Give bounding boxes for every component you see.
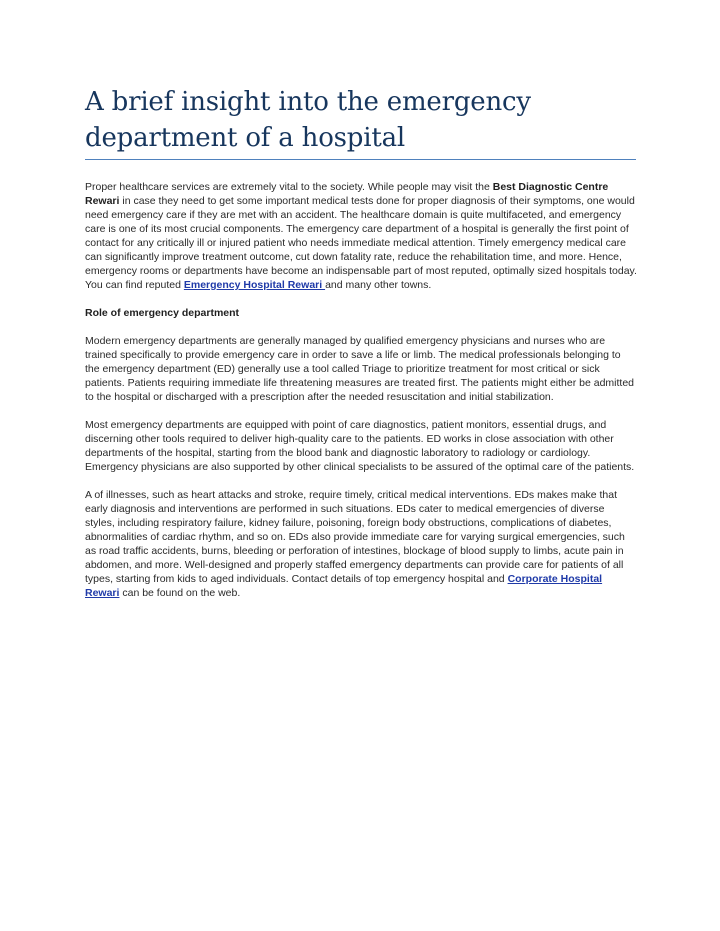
document-body <box>85 180 637 614</box>
illnesses-text-1: A of illnesses, such as heart attacks and stroke, require timely, critical medical interventions. EDs makes make that early diagnosis and interventions are performed in such situations. EDs cater to medical emergencies of diverse styles, including respiratory failure, kidney failure, poisoning, foreign body obstructions, complications of diabetes, abnormalities of cardiac rhythm, and so on. EDs also provide immediate care for varying surgical emergencies, such as road traffic accidents, burns, bleeding or perforation of intestines, blockage of blood supply to limbs, acute pain in abdomen, and more. Well-designed and properly staffed emergency departments can provide care for patients of all types, starting from kids to aged individuals. Contact details of top emergency hospital and <box>85 489 625 585</box>
intro-text-2: in case they need to get some important medical tests done for proper diagnosis of their symptoms, one would need emergency care if they are met with an accident. The healthcare domain is quite multifaceted, and emergency care is one of its most crucial components. The emergency care department of a hospital is generally the first point of contact for any critically ill or injured patient who needs immediate medical attention. Timely emergency medical care can significantly improve treatment outcome, cut down fatality rate, reduce the rehabilitation time, and more. Hence, emergency rooms or departments have become an indispensable part of most reputed, optimally sized hospitals today. You can find reputed <box>85 195 637 291</box>
emergency-hospital-rewari-link[interactable]: Emergency Hospital Rewari <box>183 279 326 291</box>
intro-text-3: and many other towns. <box>325 279 432 291</box>
intro-paragraph <box>85 180 637 292</box>
role-paragraph: Modern emergency departments are generally managed by qualified emergency physicians and nurses who are trained specifically to provide emergency care in order to save a life or limb. The medical professionals belonging to the emergency department (ED) generally use a tool called Triage to prioritize treatment for most critical or sick patients. Patients requiring immediate life threatening measures are treated first. The patients might either be admitted to the hospital or discharged with a prescription after the needed resuscitation and initial stabilization. <box>85 335 635 403</box>
document-title: A brief insight into the emergency department of a hospital <box>85 87 531 153</box>
intro-text-1: Proper healthcare services are extremely vital to the society. While people may visit the <box>85 181 493 193</box>
title-underline <box>85 159 636 160</box>
illnesses-paragraph <box>85 488 637 600</box>
equipment-paragraph: Most emergency departments are equipped with point of care diagnostics, patient monitors, essential drugs, and discerning other tools required to deliver high-quality care to the patients. ED works in close association with other departments of the hospital, starting from the blood bank and diagnostic laboratory to radiology or cardiology. Emergency physicians are also supported by other clinical specialists to be assured of the optimal care of the patients. <box>85 419 635 473</box>
illnesses-text-2: can be found on the web. <box>119 587 241 599</box>
section-heading: Role of emergency department <box>85 307 240 319</box>
best-diagnostic-centre-text: Best Diagnostic Centre Rewari <box>85 181 609 207</box>
corporate-hospital-rewari-link[interactable]: Corporate Hospital Rewari <box>85 573 603 599</box>
